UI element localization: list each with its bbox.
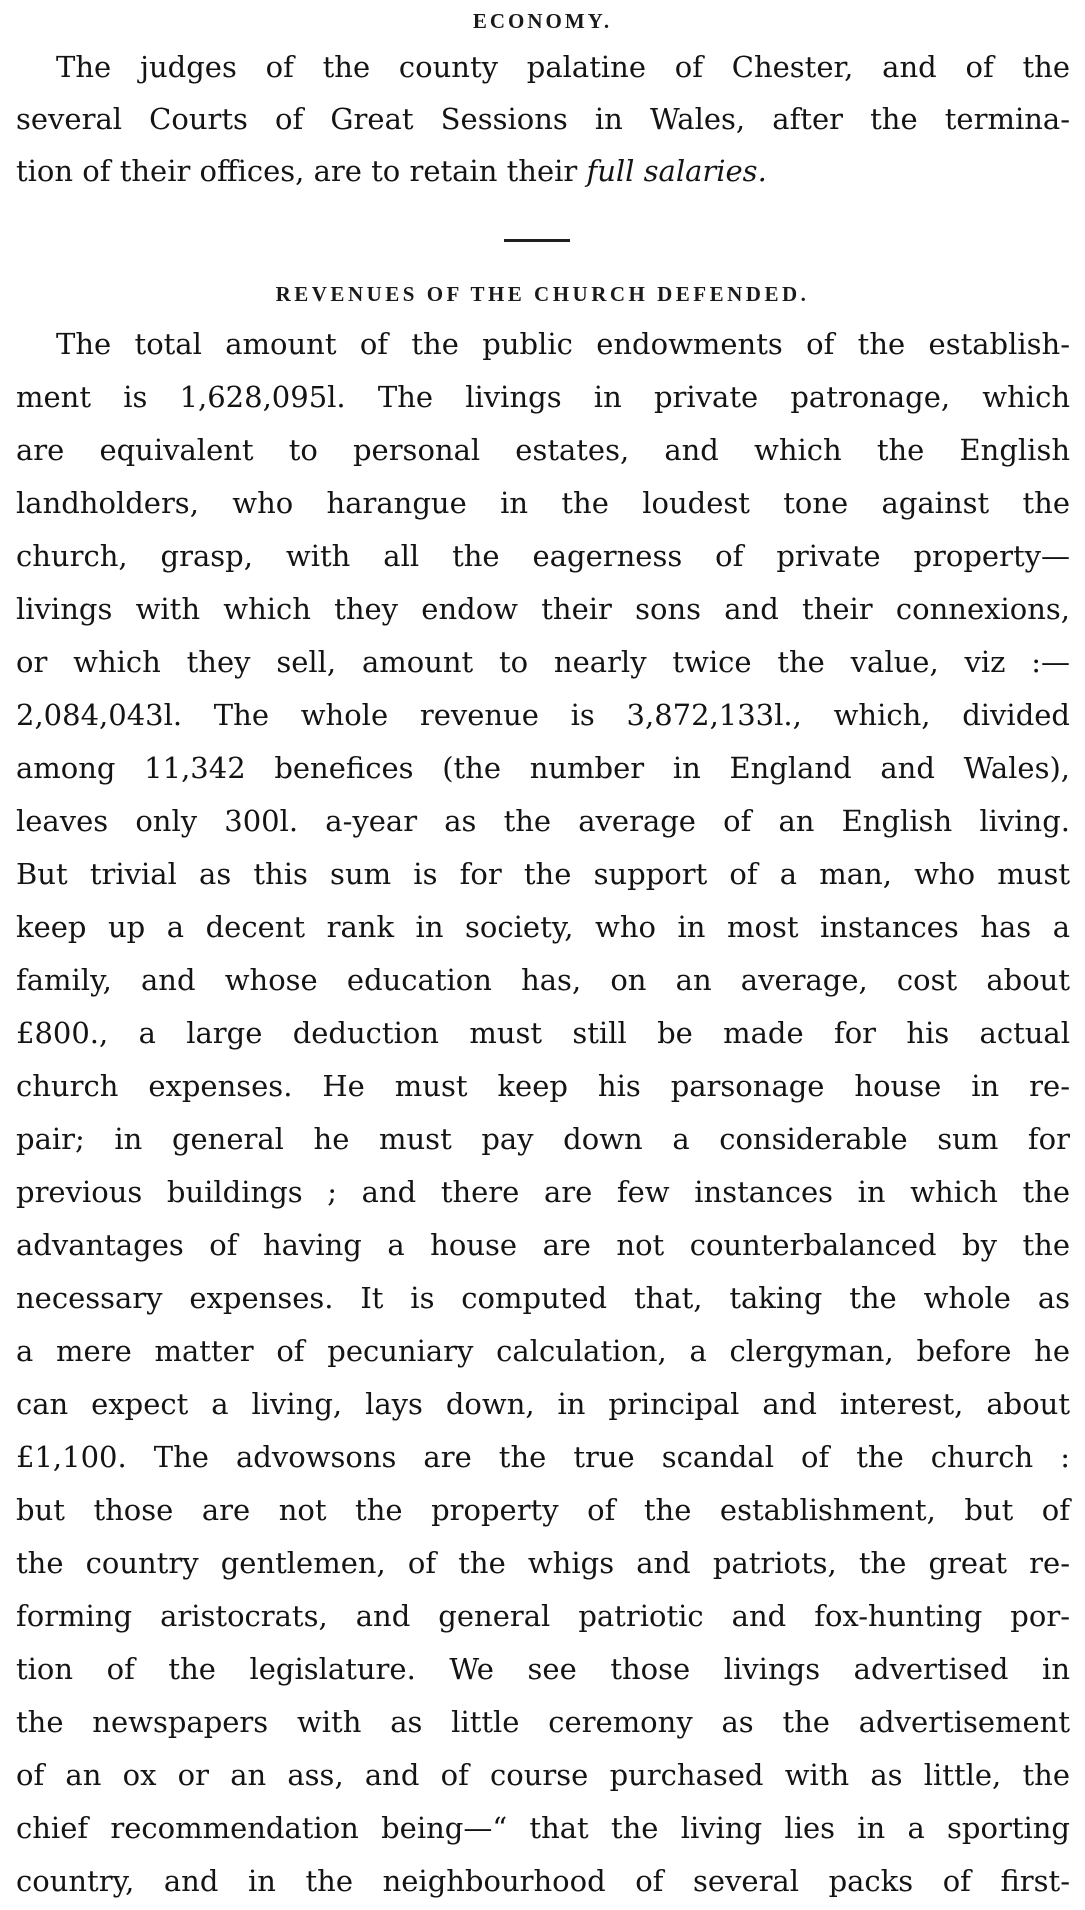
revenues-line-2: ment is 1,628,095l. The livings in private patronage, which bbox=[16, 380, 1070, 414]
section-heading-revenues: REVENUES OF THE CHURCH DEFENDED. bbox=[275, 282, 810, 306]
revenues-line-4: landholders, who harangue in the loudest tone against the bbox=[16, 486, 1070, 520]
section-divider bbox=[504, 239, 570, 242]
revenues-line-28: of an ox or an ass, and of course purchased with as little, the bbox=[16, 1758, 1070, 1792]
revenues-line-10: leaves only 300l. a-year as the average of an English living. bbox=[16, 804, 1070, 838]
revenues-line-12: keep up a decent rank in society, who in most instances has a bbox=[16, 910, 1070, 944]
revenues-line-1: The total amount of the public endowments of the establish- bbox=[56, 327, 1070, 361]
revenues-line-16: pair; in general he must pay down a considerable sum for bbox=[16, 1122, 1070, 1156]
economy-line-2: several Courts of Great Sessions in Wales, after the termina- bbox=[16, 102, 1070, 136]
revenues-line-30: country, and in the neighbourhood of several packs of first- bbox=[16, 1864, 1070, 1898]
revenues-line-22: £1,100. The advowsons are the true scandal of the church : bbox=[16, 1440, 1070, 1474]
revenues-line-29: chief recommendation being—“ that the living lies in a sporting bbox=[16, 1811, 1070, 1845]
revenues-line-20: a mere matter of pecuniary calculation, a clergyman, before he bbox=[16, 1334, 1070, 1368]
revenues-line-26: tion of the legislature. We see those livings advertised in bbox=[16, 1652, 1070, 1686]
revenues-line-14: £800., a large deduction must still be made for his actual bbox=[16, 1016, 1070, 1050]
economy-emphasis: full salaries. bbox=[586, 154, 767, 188]
revenues-line-3: are equivalent to personal estates, and which the English bbox=[16, 433, 1070, 467]
revenues-line-5: church, grasp, with all the eagerness of private property— bbox=[16, 539, 1070, 573]
revenues-line-23: but those are not the property of the establishment, but of bbox=[16, 1493, 1070, 1527]
economy-line-1: The judges of the county palatine of Chester, and of the bbox=[56, 50, 1070, 84]
section-heading-economy: ECONOMY. bbox=[472, 9, 613, 33]
revenues-line-25: forming aristocrats, and general patriotic and fox-hunting por- bbox=[16, 1599, 1070, 1633]
revenues-line-11: But trivial as this sum is for the support of a man, who must bbox=[16, 857, 1070, 891]
revenues-line-17: previous buildings ; and there are few instances in which the bbox=[16, 1175, 1070, 1209]
revenues-line-13: family, and whose education has, on an average, cost about bbox=[16, 963, 1070, 997]
revenues-line-27: the newspapers with as little ceremony as the advertisement bbox=[16, 1705, 1070, 1739]
revenues-line-6: livings with which they endow their sons and their connexions, bbox=[16, 592, 1070, 626]
revenues-line-18: advantages of having a house are not counterbalanced by the bbox=[16, 1228, 1070, 1262]
revenues-line-7: or which they sell, amount to nearly twice the value, viz :— bbox=[16, 645, 1070, 679]
economy-line-3-text: tion of their offices, are to retain their bbox=[16, 154, 578, 188]
revenues-line-24: the country gentlemen, of the whigs and patriots, the great re- bbox=[16, 1546, 1070, 1580]
revenues-line-21: can expect a living, lays down, in principal and interest, about bbox=[16, 1387, 1070, 1421]
revenues-line-19: necessary expenses. It is computed that, taking the whole as bbox=[16, 1281, 1070, 1315]
revenues-line-15: church expenses. He must keep his parsonage house in re- bbox=[16, 1069, 1070, 1103]
revenues-line-9: among 11,342 benefices (the number in England and Wales), bbox=[16, 751, 1070, 785]
revenues-line-8: 2,084,043l. The whole revenue is 3,872,133l., which, divided bbox=[16, 698, 1070, 732]
economy-line-3 bbox=[16, 145, 1070, 198]
